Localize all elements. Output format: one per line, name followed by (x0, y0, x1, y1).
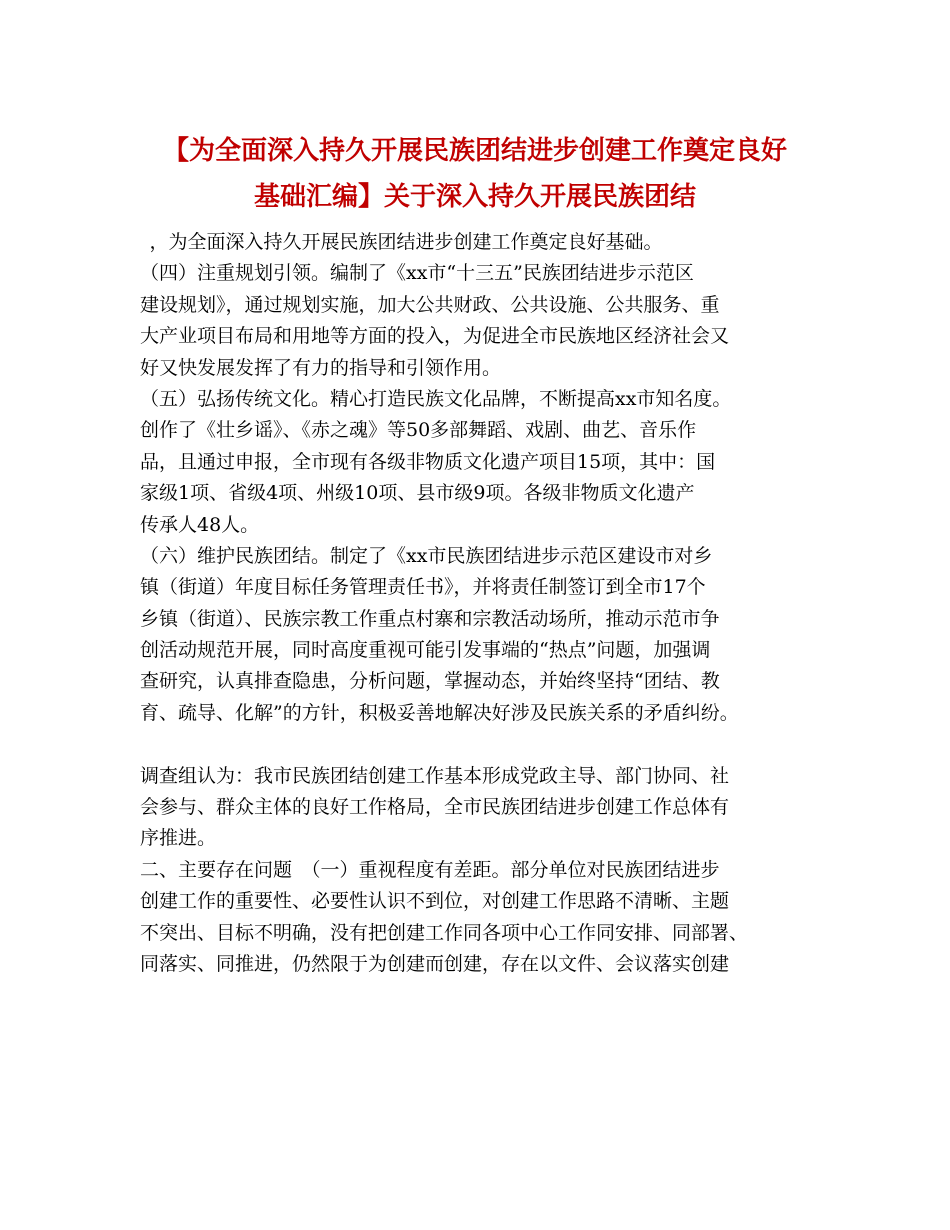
text-line: 好又快发展发挥了有力的指导和引领作用。 (140, 356, 502, 379)
text-line: 乡镇（街道）、民族宗教工作重点村寨和宗教活动场所，推动示范市争 (140, 607, 720, 630)
text-line: 调查组认为：我市民族团结创建工作基本形成党政主导、部门协同、社 (140, 764, 730, 787)
text-line: 创建工作的重要性、必要性认识不到位，对创建工作思路不清晰、主题 (140, 890, 730, 913)
document-title (120, 128, 830, 220)
text-line: 序推进。 (140, 827, 217, 850)
text-line: 创活动规范开展，同时高度重视可能引发事端的“热点”问题，加强调 (140, 639, 711, 662)
text-line: （六）维护民族团结。制定了《xx市民族团结进步示范区建设市对乡 (140, 544, 713, 567)
text-line: 不突出、目标不明确，没有把创建工作同各项中心工作同安排、同部署、 (140, 921, 749, 944)
text-line: 育、疏导、化解”的方针，积极妥善地解决好涉及民族关系的矛盾纠纷。 (140, 701, 739, 724)
document-body (140, 227, 830, 980)
text-line: （五）弘扬传统文化。精心打造民族文化品牌，不断提高xx市知名度。 (140, 387, 732, 410)
text-line: 会参与、群众主体的良好工作格局，全市民族团结进步创建工作总体有 (140, 796, 730, 819)
text-line: 家级1项、省级4项、州级10项、县市级9项。各级非物质文化遗产 (140, 482, 695, 505)
paragraph-section-5 (140, 384, 830, 541)
text-line: 镇（街道）年度目标任务管理责任书》，并将责任制签订到全市17个 (140, 576, 706, 599)
text-line: 大产业项目布局和用地等方面的投入，为促进全市民族地区经济社会又 (140, 325, 730, 348)
text-line: 二、主要存在问题 （一）重视程度有差距。部分单位对民族团结进步 (140, 858, 720, 881)
text-line: 建设规划》，通过规划实施，加大公共财政、公共设施、公共服务、重 (140, 293, 720, 316)
text-line: （四）注重规划引领。编制了《xx市“十三五”民族团结进步示范区 (140, 262, 694, 285)
title-line-1: 【为全面深入持久开展民族团结进步创建工作奠定良好 (162, 136, 787, 166)
text-line: 传承人48人。 (140, 513, 260, 536)
text-line: 品，且通过申报，全市现有各级非物质文化遗产项目15项，其中：国 (140, 450, 716, 473)
text-line: 查研究，认真排查隐患，分析问题，掌握动态，并始终坚持“团结、教 (140, 670, 720, 693)
paragraph-section-4 (140, 258, 830, 384)
paragraph-spacer (140, 729, 830, 760)
paragraph-problems (140, 855, 830, 981)
paragraph-intro (140, 227, 830, 258)
text-line: 同落实、同推进，仍然限于为创建而创建，存在以文件、会议落实创建 (140, 952, 730, 975)
paragraph-conclusion (140, 761, 830, 855)
paragraph-section-6 (140, 541, 830, 729)
text-line: 创作了《壮乡谣》、《赤之魂》等50多部舞蹈、戏剧、曲艺、音乐作 (140, 419, 697, 442)
text-line: ，为全面深入持久开展民族团结进步创建工作奠定良好基础。 (149, 231, 663, 253)
title-line-2: 基础汇编】关于深入持久开展民族团结 (253, 182, 696, 212)
